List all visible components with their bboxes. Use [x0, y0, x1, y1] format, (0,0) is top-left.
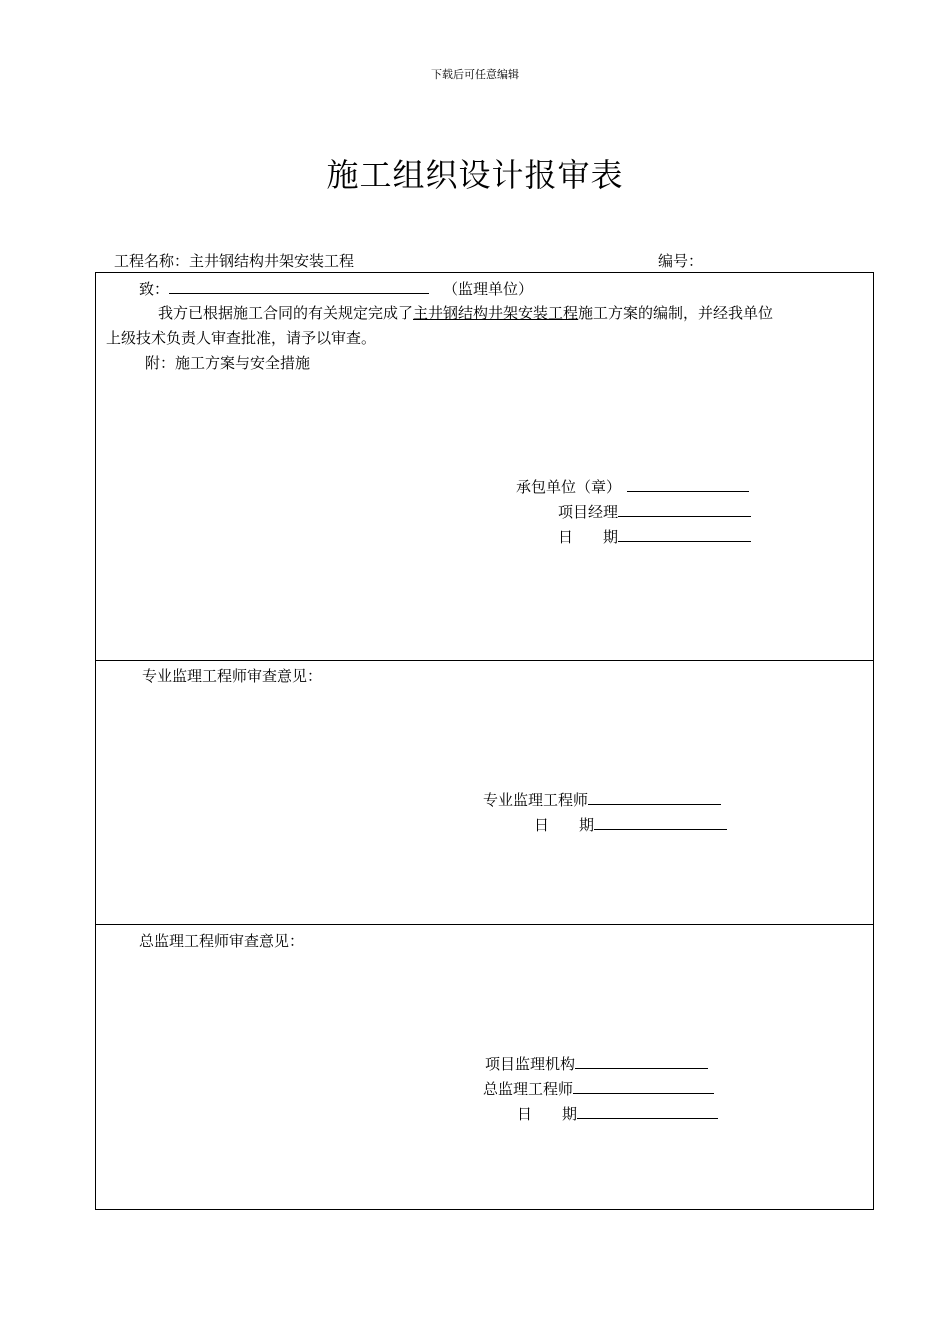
engineer-opinion-heading: 专业监理工程师审查意见：	[142, 667, 323, 685]
number-label: 编号：	[658, 252, 704, 270]
manager-blank[interactable]	[618, 502, 751, 517]
date-label-a: 日	[558, 528, 574, 546]
body-line-1	[158, 302, 773, 323]
body-text-pre: 我方已根据施工合同的有关规定完成了	[158, 304, 414, 322]
page-title: 施工组织设计报审表	[326, 156, 624, 194]
date-blank-1[interactable]	[618, 527, 751, 542]
chief-opinion-heading: 总监理工程师审查意见：	[139, 932, 305, 950]
contractor-sign-row	[516, 476, 749, 497]
header-note: 下载后可任意编辑	[431, 68, 519, 81]
body-project-name: 主井钢结构井架安装工程	[413, 304, 579, 322]
date-label-a: 日	[517, 1105, 533, 1123]
date-blank-3[interactable]	[577, 1104, 718, 1119]
approval-form-table	[95, 272, 874, 1210]
supervisor-unit-label: （监理单位）	[443, 280, 534, 298]
chief-blank[interactable]	[573, 1079, 714, 1094]
chief-sign-row	[483, 1078, 714, 1099]
contractor-label: 承包单位（章）	[516, 478, 622, 496]
engineer-blank[interactable]	[588, 790, 721, 805]
to-label: 致：	[139, 280, 170, 298]
section-divider-1	[96, 660, 873, 661]
org-blank[interactable]	[575, 1054, 708, 1069]
engineer-label: 专业监理工程师	[483, 791, 589, 809]
date-blank-2[interactable]	[594, 815, 727, 830]
date-label-b: 期	[579, 816, 595, 834]
date-label-b: 期	[603, 528, 619, 546]
org-sign-row	[485, 1053, 708, 1074]
to-line	[139, 278, 533, 299]
date-label-b: 期	[562, 1105, 578, 1123]
manager-label: 项目经理	[558, 503, 619, 521]
attachment-line: 附：施工方案与安全措施	[145, 354, 311, 372]
body-line-2: 上级技术负责人审查批准，请予以审查。	[106, 329, 377, 347]
manager-sign-row	[558, 501, 751, 522]
contractor-blank[interactable]	[627, 477, 749, 492]
project-label: 工程名称：	[114, 252, 190, 270]
project-name-line	[114, 250, 354, 271]
date-label-a: 日	[534, 816, 550, 834]
chief-label: 总监理工程师	[483, 1080, 574, 1098]
org-label: 项目监理机构	[485, 1055, 576, 1073]
body-text-post: 施工方案的编制，并经我单位	[578, 304, 774, 322]
date-sign-row-3	[517, 1103, 718, 1124]
project-name: 主井钢结构井架安装工程	[189, 252, 355, 270]
date-sign-row-1	[558, 526, 751, 547]
supervisor-unit-blank[interactable]	[169, 279, 429, 294]
engineer-sign-row	[483, 789, 721, 810]
date-sign-row-2	[534, 814, 727, 835]
section-divider-2	[96, 924, 873, 925]
